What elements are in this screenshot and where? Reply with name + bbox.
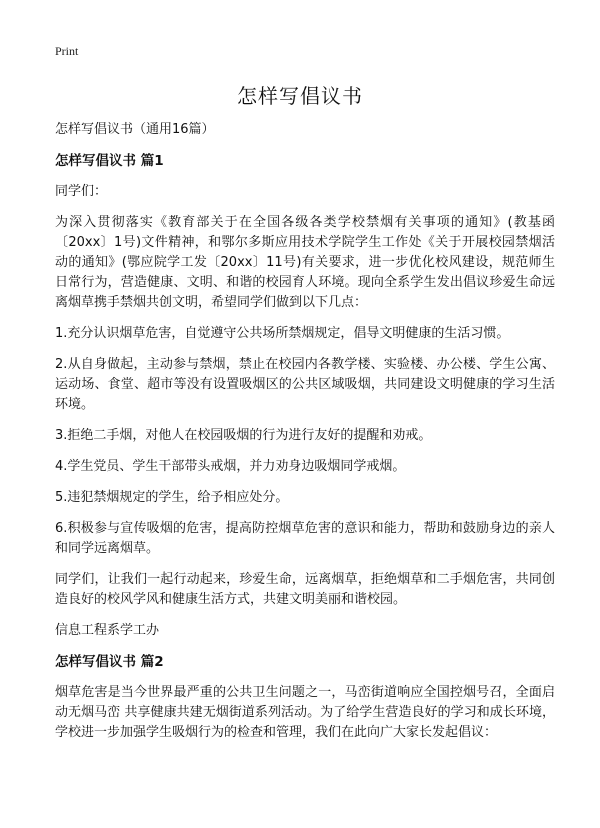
document-subtitle: 怎样写倡议书（通用16篇） <box>55 122 215 137</box>
section-2-paragraph: 烟草危害是当今世界最严重的公共卫生问题之一，马峦街道响应全国控烟号召，全面启动无烟马峦 共享健康共建无烟街道系列活动。为了给学生营造良好的学习和成长环境，学校进一步加强学生吸烟行为的检查和管理，我们在此向广大家长发起倡议： <box>55 685 555 740</box>
point-2: 2.从自身做起，主动参与禁烟，禁止在校园内各教学楼、实验楼、办公楼、学生公寓、运动场、食堂、超市等没有设置吸烟区的公共区域吸烟，共同建设文明健康的学习生活环境。 <box>55 357 555 412</box>
point-6: 6.积极参与宣传吸烟的危害，提高防控烟草危害的意识和能力，帮助和鼓励身边的亲人和同学远离烟草。 <box>55 521 555 556</box>
point-5: 5.违犯禁烟规定的学生，给予相应处分。 <box>55 490 289 505</box>
point-4: 4.学生党员、学生干部带头戒烟，并力劝身边吸烟同学戒烟。 <box>55 459 406 474</box>
document-body <box>55 120 555 754</box>
salutation: 同学们： <box>55 184 108 199</box>
closing-paragraph: 同学们，让我们一起行动起来，珍爱生命，远离烟草，拒绝烟草和二手烟危害，共同创造良好的校风学风和健康生活方式，共建文明美丽和谐校园。 <box>55 572 555 607</box>
point-3: 3.拒绝二手烟，对他人在校园吸烟的行为进行友好的提醒和劝戒。 <box>55 428 432 443</box>
document-title: 怎样写倡议书 <box>237 84 363 108</box>
signature: 信息工程系学工办 <box>55 623 160 638</box>
print-label: Print <box>55 44 79 58</box>
intro-paragraph: 为深入贯彻落实《教育部关于在全国各级各类学校禁烟有关事项的通知》(教基函〔20xx〕1号)文件精神，和鄂尔多斯应用技术学院学生工作处《关于开展校园禁烟活动的通知》(鄂应院学工发〔20xx〕11号)有关要求，进一步优化校风建设，规范师生日常行为，营造健康、文明、和谐的校园育人环境。现向全系学生发出倡议珍爱生命远离烟草携手禁烟共创文明，希望同学们做到以下几点： <box>55 215 555 310</box>
section-heading-1: 怎样写倡议书 篇1 <box>55 153 164 169</box>
section-heading-2: 怎样写倡议书 篇2 <box>55 654 164 670</box>
point-1: 1.充分认识烟草危害，自觉遵守公共场所禁烟规定，倡导文明健康的生活习惯。 <box>55 326 510 341</box>
